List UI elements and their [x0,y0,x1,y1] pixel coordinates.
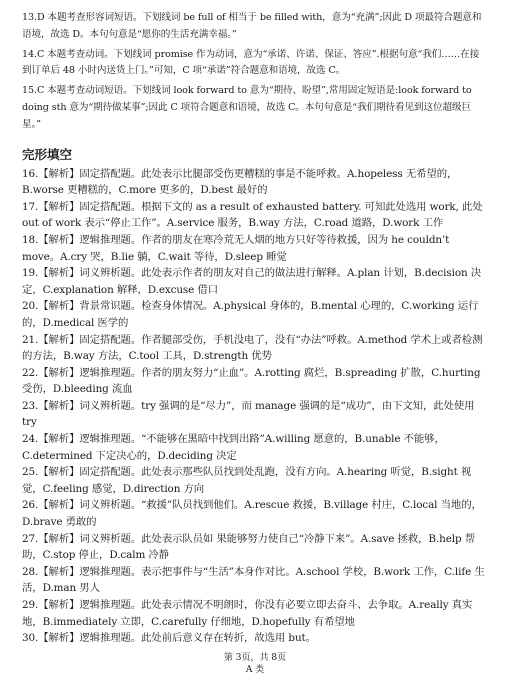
analysis-item-28: 28.【解析】逻辑推理题。表示把事件与“生活”本身作对比。A.school 学校，B.work 工作，C.life 生活，D.man 男人 [22,565,485,595]
analysis-item-24: 24.【解析】逻辑推理题。“不能够在黑暗中找到出路”A.willing 愿意的，B.unable 不能够，C.determined 下定决心的，D.deciding 决定 [22,433,445,462]
analysis-item-21: 21.【解析】固定搭配题。作者腿部受伤，手机没电了，没有“办法”呼救。A.method 学术上或者检测的方法，B.way 方法，C.tool 工具，D.strength 优势 [22,333,483,363]
analysis-item-23: 23.【解析】词义辨析题。try 强调的是“尽力”，而 manage 强调的是“成功”，由下文知，此处使用 try [22,399,475,429]
section-title: 完形填空 [22,146,73,162]
cloze-analysis-list [22,166,488,647]
analysis-item-18: 18.【解析】逻辑推理题。作者的朋友在寒冷荒无人烟的地方只好等待救援，因为 he couldn’t move。A.cry 哭，B.lie 躺，C.wait 等待，D.sleep 睡觉 [22,233,450,263]
page-footer [0,652,510,676]
explanation-14: 14.C 本题考查动词。下划线词 promise 作为动词，意为“承诺、许诺、保证、答应”.根据句意“我们……在接到订单后 48 小时内送货上门。”可知，C 项“承诺”符合题意和语境，故选 C。 [22,48,480,77]
analysis-item-22: 22.【解析】逻辑推理题。作者的朋友努力“止血”。A.rotting 腐烂，B.spreading 扩散，C.hurting 受伤，D.bleeding 流血 [22,366,481,396]
analysis-item-29: 29.【解析】逻辑推理题。此处表示情况不明朗时，你没有必要立即去奋斗、去争取。A.really 真实地，B.immediately 立即，C.carefully 仔细地，D.hopefully 有希望地 [22,599,473,628]
analysis-item-19: 19.【解析】词义辨析题。此处表示作者的朋友对自己的做法进行解释。A.plan 计划，B.decision 决定，C.explanation 解释，D.excuse 借口 [22,267,482,296]
analysis-item-25: 25.【解析】固定搭配题。此处表示那些队员找到处乱跑，没有方向。A.hearing 听觉，B.sight 视觉，C.feeling 感觉，D.direction 方向 [22,466,472,495]
page-number: 第 3页，共 8页 [223,653,287,663]
analysis-item-27: 27.【解析】词义辨析题。此处表示队员如 果能够努力使自己“冷静下来”。A.save 拯救，B.help 帮助，C.stop 停止，D.calm 冷静 [22,532,476,562]
explanation-15: 15.C 本题考查动词短语。下划线词 look forward to 意为“期待、盼望”,常用固定短语是:look forward to doing sth 意为“期待做某事”;因此 C 项符合题意和语境，故选 C。本句句意是“我们期待看见到这位超级巨星。” [22,85,472,130]
analysis-item-20: 20.【解析】背景常识题。检查身体情况。A.physical 身体的，B.mental 心理的，C.working 运行的，D.medical 医学的 [22,300,479,329]
analysis-item-16: 16.【解析】固定搭配题。此处表示比腿部受伤更糟糕的事是不能呼救。A.hopeless 无希望的，B.worse 更糟糕的，C.more 更多的，D.best 最好的 [22,167,458,197]
analysis-item-26: 26.【解析】词义辨析题。“救援”队员找到他们。A.rescue 救援，B.village 村庄，C.local 当地的，D.brave 勇敢的 [22,499,482,529]
analysis-item-30: 30.【解析】逻辑推理题。此处前后意义存在转折，故选用 but。 [22,632,316,645]
explanation-13: 13.D 本题考查形容词短语。下划线词 be full of 相当于 be filled with，意为“充满”;因此 D 项最符合题意和语境，故选 D。本句句意是“愿你的生活充满幸福。” [22,12,482,40]
analysis-item-17: 17.【解析】固定搭配题。根据下文的 as a result of exhausted battery. 可知此处选用 work, 此处 out of work 表示“停止工作”。A.service 服务，B.way 方法，C.road 道路，D.work 工作 [22,200,483,230]
answer-explanations [22,10,488,134]
paper-category: A 类 [245,665,265,675]
